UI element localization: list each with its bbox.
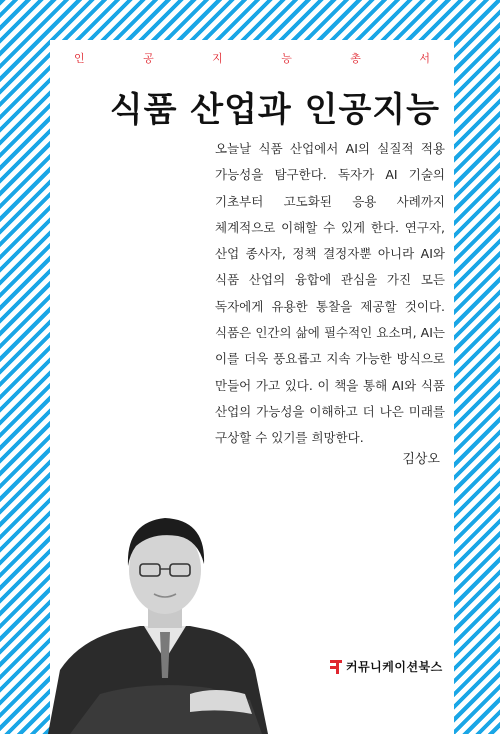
- series-char: 능: [281, 52, 292, 65]
- publisher: [330, 658, 443, 675]
- author-name: 김상오: [402, 452, 440, 467]
- book-title: 식품 산업과 인공지능: [109, 90, 440, 130]
- publisher-logo-icon: [330, 660, 342, 674]
- series-char: 공: [143, 52, 154, 65]
- series-char: 지: [212, 52, 223, 65]
- author-portrait: [40, 480, 270, 734]
- series-char: 서: [419, 52, 430, 65]
- series-char: 총: [350, 52, 361, 65]
- publisher-name: 커뮤니케이션북스: [346, 660, 443, 674]
- series-label: [50, 50, 454, 66]
- description-paragraph: 오늘날 식품 산업에서 AI의 실질적 적용 가능성을 탐구한다. 독자가 AI 기술의 기초부터 고도화된 응용 사례까지 체계적으로 이해할 수 있게 한다. 연구자, 산업 종사자, 정책 결정자뿐 아니라 AI와 식품 산업의 융합에 관심을 가진 모든 독자에게 유용한 통찰을 제공할 것이다. 식품은 인간의 삶에 필수적인 요소며, AI는 이를 더욱 풍요롭고 지속 가능한 방식으로 만들어 가고 있다. 이 책을 통해 AI와 식품 산업의 가능성을 이해하고 더 나은 미래를 구상할 수 있기를 희망한다.: [215, 141, 445, 446]
- book-description: [215, 136, 445, 452]
- series-char: 인: [74, 52, 85, 65]
